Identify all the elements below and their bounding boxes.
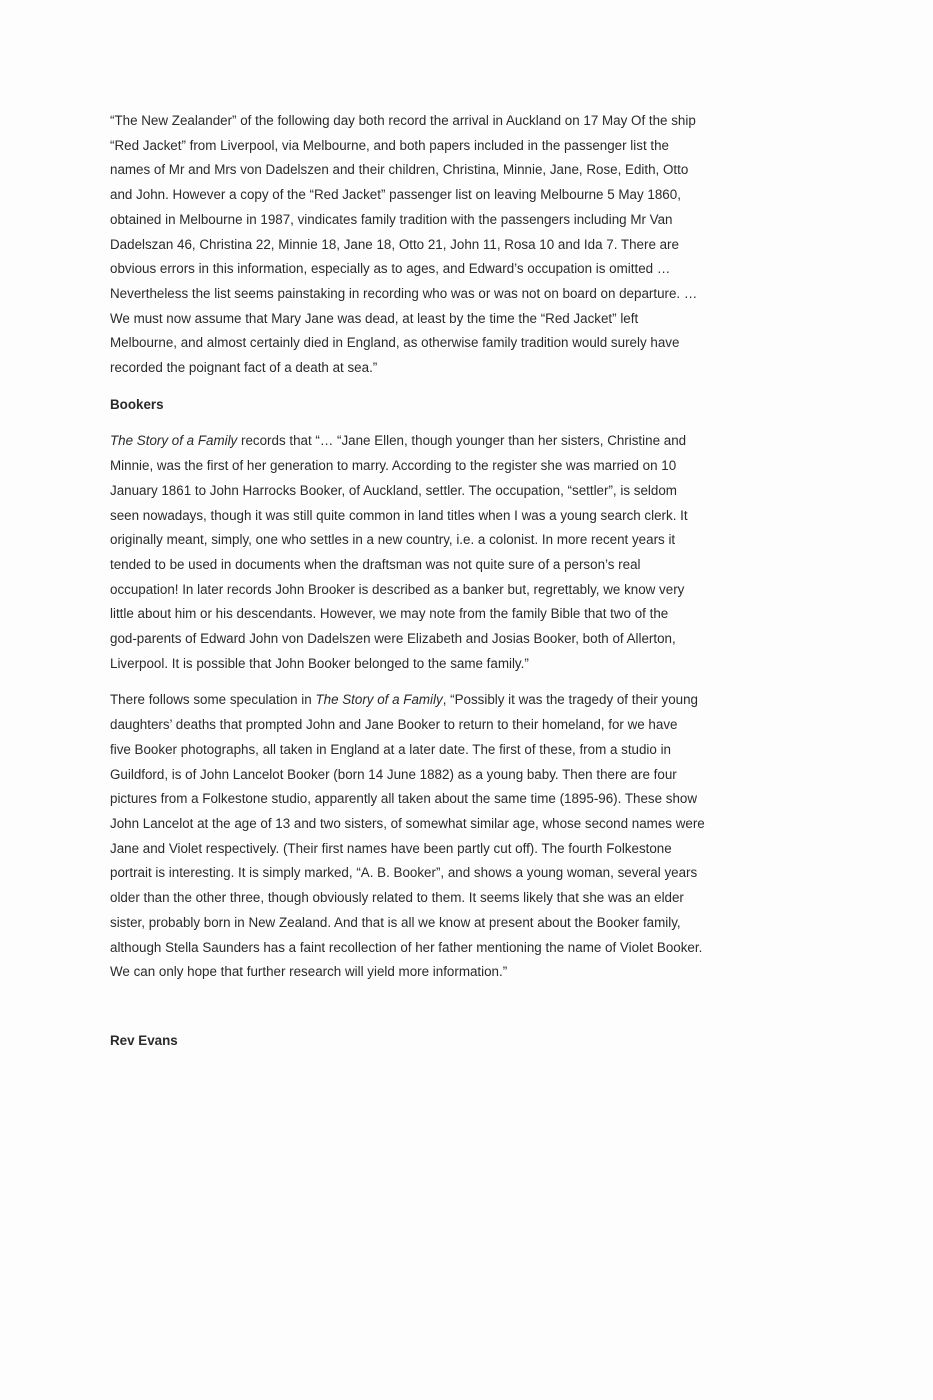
text-line: Melbourne, and almost certainly died in England, as otherwise family tradition would surely have [110, 335, 680, 351]
text-line: portrait is interesting. It is simply marked, “A. B. Booker”, and shows a young woman, several years [110, 865, 698, 881]
book-title: The Story of a Family [315, 692, 443, 708]
text-line [110, 688, 822, 713]
section-heading-rev-evans: Rev Evans [110, 1032, 178, 1048]
text-line: Minnie, was the first of her generation to marry. According to the register she was married on 10 [110, 458, 677, 474]
text-line: five Booker photographs, all taken in England at a later date. The first of these, from a studio in [110, 741, 672, 757]
text-line: Guildford, is of John Lancelot Booker (born 14 June 1882) as a young baby. Then there are four [110, 766, 677, 782]
section-heading-bookers: Bookers [110, 396, 164, 412]
text-fragment: There follows some speculation in [110, 692, 316, 708]
paragraph-booker-photographs [110, 688, 822, 984]
paragraph-passenger-list [110, 109, 822, 381]
text-line: seen nowadays, though it was still quite common in land titles when I was a young search clerk. It [110, 507, 688, 523]
text-line: Nevertheless the list seems painstaking in recording who was or was not on board on departure. … [110, 285, 698, 301]
text-line: “Red Jacket” from Liverpool, via Melbourne, and both papers included in the passenger list the [110, 137, 670, 153]
text-fragment: , “Possibly it was the tragedy of their young [442, 692, 698, 708]
text-line: obvious errors in this information, especially as to ages, and Edward’s occupation is omitted … [110, 261, 671, 277]
text-line: obtained in Melbourne in 1987, vindicates family tradition with the passengers including Mr Van [110, 211, 673, 227]
text-line: John Lancelot at the age of 13 and two sisters, of somewhat similar age, whose second names were [110, 815, 705, 831]
text-line: sister, probably born in New Zealand. And that is all we know at present about the Booker family, [110, 914, 681, 930]
document-body [110, 109, 822, 1054]
text-line: god-parents of Edward John von Dadelszen were Elizabeth and Josias Booker, both of Allerton, [110, 631, 676, 647]
text-line: although Stella Saunders has a faint recollection of her father mentioning the name of Violet Booker. [110, 939, 703, 955]
text-line: “The New Zealander” of the following day both record the arrival in Auckland on 17 May Of the ship [110, 113, 696, 128]
text-line [110, 429, 822, 454]
text-line: We can only hope that further research will yield more information.” [110, 964, 508, 980]
text-line: names of Mr and Mrs von Dadelszen and their children, Christina, Minnie, Jane, Rose, Edith, Otto [110, 162, 689, 178]
text-line: tended to be used in documents when the draftsman was not quite sure of a person’s real [110, 556, 641, 572]
paragraph-jane-ellen-marriage [110, 429, 822, 676]
text-line: We must now assume that Mary Jane was dead, at least by the time the “Red Jacket” left [110, 310, 639, 326]
text-line: pictures from a Folkestone studio, apparently all taken about the same time (1895-96). These show [110, 791, 698, 807]
text-line: Liverpool. It is possible that John Booker belonged to the same family.” [110, 655, 529, 671]
text-line: January 1861 to John Harrocks Booker, of Auckland, settler. The occupation, “settler”, is seldom [110, 482, 677, 498]
text-line: older than the other three, though obviously related to them. It seems likely that she was an elder [110, 890, 684, 906]
text-line: little about him or his descendants. However, we may note from the family Bible that two of the [110, 606, 669, 622]
text-line: Jane and Violet respectively. (Their first names have been partly cut off). The fourth Folkestone [110, 840, 672, 856]
text-line: and John. However a copy of the “Red Jacket” passenger list on leaving Melbourne 5 May 1860, [110, 187, 681, 203]
text-line: daughters’ deaths that prompted John and Jane Booker to return to their homeland, for we have [110, 717, 678, 733]
text-line: recorded the poignant fact of a death at sea.” [110, 360, 378, 376]
text-line: originally meant, simply, one who settles in a new country, i.e. a colonist. In more recent years it [110, 532, 676, 548]
text-line: occupation! In later records John Brooker is described as a banker but, regrettably, we know very [110, 581, 685, 597]
book-title: The Story of a Family [110, 433, 238, 449]
text-line: Dadelszan 46, Christina 22, Minnie 18, Jane 18, Otto 21, John 11, Rosa 10 and Ida 7. There are [110, 236, 679, 252]
text-fragment: records that “… “Jane Ellen, though younger than her sisters, Christine and [237, 433, 687, 449]
